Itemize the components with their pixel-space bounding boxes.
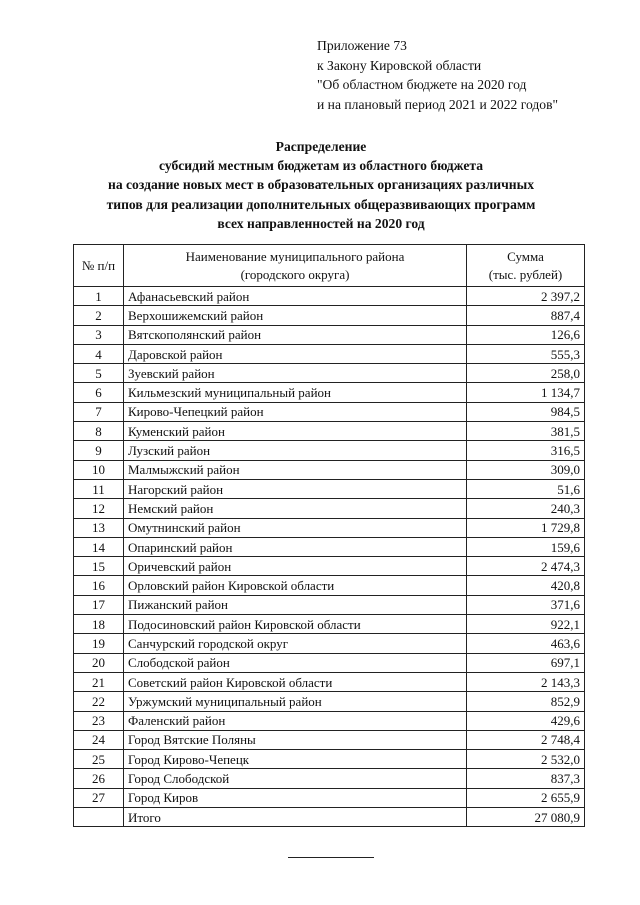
title-line: всех направленностей на 2020 год [217, 215, 425, 231]
row-sum: 381,5 [467, 422, 585, 441]
table-row [74, 306, 585, 325]
row-name: Фаленский район [124, 711, 467, 730]
row-number: 21 [74, 672, 124, 691]
title-line: Распределение [275, 139, 367, 154]
row-name: Кильмезский муниципальный район [124, 383, 467, 402]
header-name-line: Наименование муниципального района [185, 248, 405, 264]
row-sum: 887,4 [467, 306, 585, 325]
row-name: Кирово-Чепецкий район [124, 402, 467, 421]
row-sum: 2 474,3 [467, 557, 585, 576]
row-sum: 429,6 [467, 711, 585, 730]
row-number: 26 [74, 769, 124, 788]
row-sum: 240,3 [467, 499, 585, 518]
row-number: 12 [74, 499, 124, 518]
row-number: 13 [74, 518, 124, 537]
table-row [74, 287, 585, 306]
row-name: Пижанский район [124, 595, 467, 614]
header-number: № п/п [74, 245, 124, 287]
row-number: 9 [74, 441, 124, 460]
table-body [74, 287, 585, 808]
header-name-line: (городского округа) [240, 266, 350, 282]
total-label: Итого [124, 808, 467, 827]
row-sum: 463,6 [467, 634, 585, 653]
row-number: 10 [74, 460, 124, 479]
row-number: 8 [74, 422, 124, 441]
row-number: 25 [74, 750, 124, 769]
row-name: Зуевский район [124, 364, 467, 383]
table-row [74, 344, 585, 363]
row-sum: 316,5 [467, 441, 585, 460]
row-name: Нагорский район [124, 479, 467, 498]
row-number: 17 [74, 595, 124, 614]
row-sum: 2 748,4 [467, 730, 585, 749]
table-row [74, 711, 585, 730]
table-row [74, 325, 585, 344]
row-name: Санчурский городской округ [124, 634, 467, 653]
row-name: Даровской район [124, 344, 467, 363]
row-number: 27 [74, 788, 124, 807]
row-name: Омутнинский район [124, 518, 467, 537]
annex-header [317, 36, 558, 114]
table-row [74, 402, 585, 421]
annex-line: "Об областном бюджете на 2020 год [317, 77, 527, 92]
row-sum: 258,0 [467, 364, 585, 383]
row-name: Город Кирово-Чепецк [124, 750, 467, 769]
subsidy-table [73, 244, 585, 827]
row-name: Слободской район [124, 653, 467, 672]
row-sum: 852,9 [467, 692, 585, 711]
row-number: 11 [74, 479, 124, 498]
table-row [74, 730, 585, 749]
header-sum-line: (тыс. рублей) [488, 266, 563, 282]
row-number: 20 [74, 653, 124, 672]
table-row [74, 479, 585, 498]
row-name: Афанасьевский район [124, 287, 467, 306]
row-sum: 837,3 [467, 769, 585, 788]
header-name [124, 245, 467, 287]
row-sum: 2 532,0 [467, 750, 585, 769]
row-number: 7 [74, 402, 124, 421]
row-number: 24 [74, 730, 124, 749]
table-row [74, 557, 585, 576]
row-number: 1 [74, 287, 124, 306]
table-row [74, 634, 585, 653]
row-number: 22 [74, 692, 124, 711]
row-number: 2 [74, 306, 124, 325]
row-sum: 555,3 [467, 344, 585, 363]
annex-line: и на плановый период 2021 и 2022 годов" [317, 96, 559, 112]
row-sum: 309,0 [467, 460, 585, 479]
row-number: 19 [74, 634, 124, 653]
row-sum: 984,5 [467, 402, 585, 421]
annex-line: Приложение 73 [317, 38, 407, 53]
row-number: 6 [74, 383, 124, 402]
row-sum: 922,1 [467, 615, 585, 634]
table-row [74, 692, 585, 711]
row-number: 3 [74, 325, 124, 344]
row-name: Куменский район [124, 422, 467, 441]
row-name: Вятскополянский район [124, 325, 467, 344]
document-title [60, 137, 582, 233]
row-name: Советский район Кировской области [124, 672, 467, 691]
table-row [74, 460, 585, 479]
row-number: 5 [74, 364, 124, 383]
total-number-cell [74, 808, 124, 827]
row-name: Подосиновский район Кировской области [124, 615, 467, 634]
row-name: Малмыжский район [124, 460, 467, 479]
row-number: 4 [74, 344, 124, 363]
row-sum: 420,8 [467, 576, 585, 595]
table-row [74, 518, 585, 537]
header-sum [467, 245, 585, 287]
table-row [74, 788, 585, 807]
title-line: типов для реализации дополнительных общеразвивающих программ [106, 196, 536, 212]
table-row [74, 537, 585, 556]
row-name: Уржумский муниципальный район [124, 692, 467, 711]
table-row [74, 750, 585, 769]
table-row [74, 653, 585, 672]
row-sum: 126,6 [467, 325, 585, 344]
row-name: Город Вятские Поляны [124, 730, 467, 749]
table-row [74, 769, 585, 788]
row-name: Опаринский район [124, 537, 467, 556]
row-number: 16 [74, 576, 124, 595]
row-sum: 1 134,7 [467, 383, 585, 402]
table-row [74, 364, 585, 383]
table-row [74, 441, 585, 460]
table-row [74, 595, 585, 614]
row-name: Орловский район Кировской области [124, 576, 467, 595]
row-sum: 1 729,8 [467, 518, 585, 537]
row-number: 15 [74, 557, 124, 576]
table-row [74, 422, 585, 441]
row-sum: 159,6 [467, 537, 585, 556]
row-name: Город Киров [124, 788, 467, 807]
footer-divider [288, 857, 374, 858]
table-row [74, 576, 585, 595]
table-row [74, 672, 585, 691]
total-sum: 27 080,9 [467, 808, 585, 827]
row-number: 18 [74, 615, 124, 634]
row-name: Лузский район [124, 441, 467, 460]
row-name: Верхошижемский район [124, 306, 467, 325]
title-line: субсидий местным бюджетам из областного бюджета [158, 158, 484, 174]
table-row [74, 499, 585, 518]
header-sum-line: Сумма [507, 248, 544, 264]
row-name: Немский район [124, 499, 467, 518]
table-row [74, 383, 585, 402]
row-sum: 2 143,3 [467, 672, 585, 691]
row-sum: 697,1 [467, 653, 585, 672]
annex-line: к Закону Кировской области [317, 57, 482, 73]
row-number: 14 [74, 537, 124, 556]
row-sum: 2 655,9 [467, 788, 585, 807]
row-number: 23 [74, 711, 124, 730]
row-name: Оричевский район [124, 557, 467, 576]
total-row [74, 808, 585, 827]
row-sum: 2 397,2 [467, 287, 585, 306]
table-header-row [74, 245, 585, 287]
table-row [74, 615, 585, 634]
title-line: на создание новых мест в образовательных организациях различных [108, 177, 534, 193]
row-sum: 371,6 [467, 595, 585, 614]
row-name: Город Слободской [124, 769, 467, 788]
row-sum: 51,6 [467, 479, 585, 498]
